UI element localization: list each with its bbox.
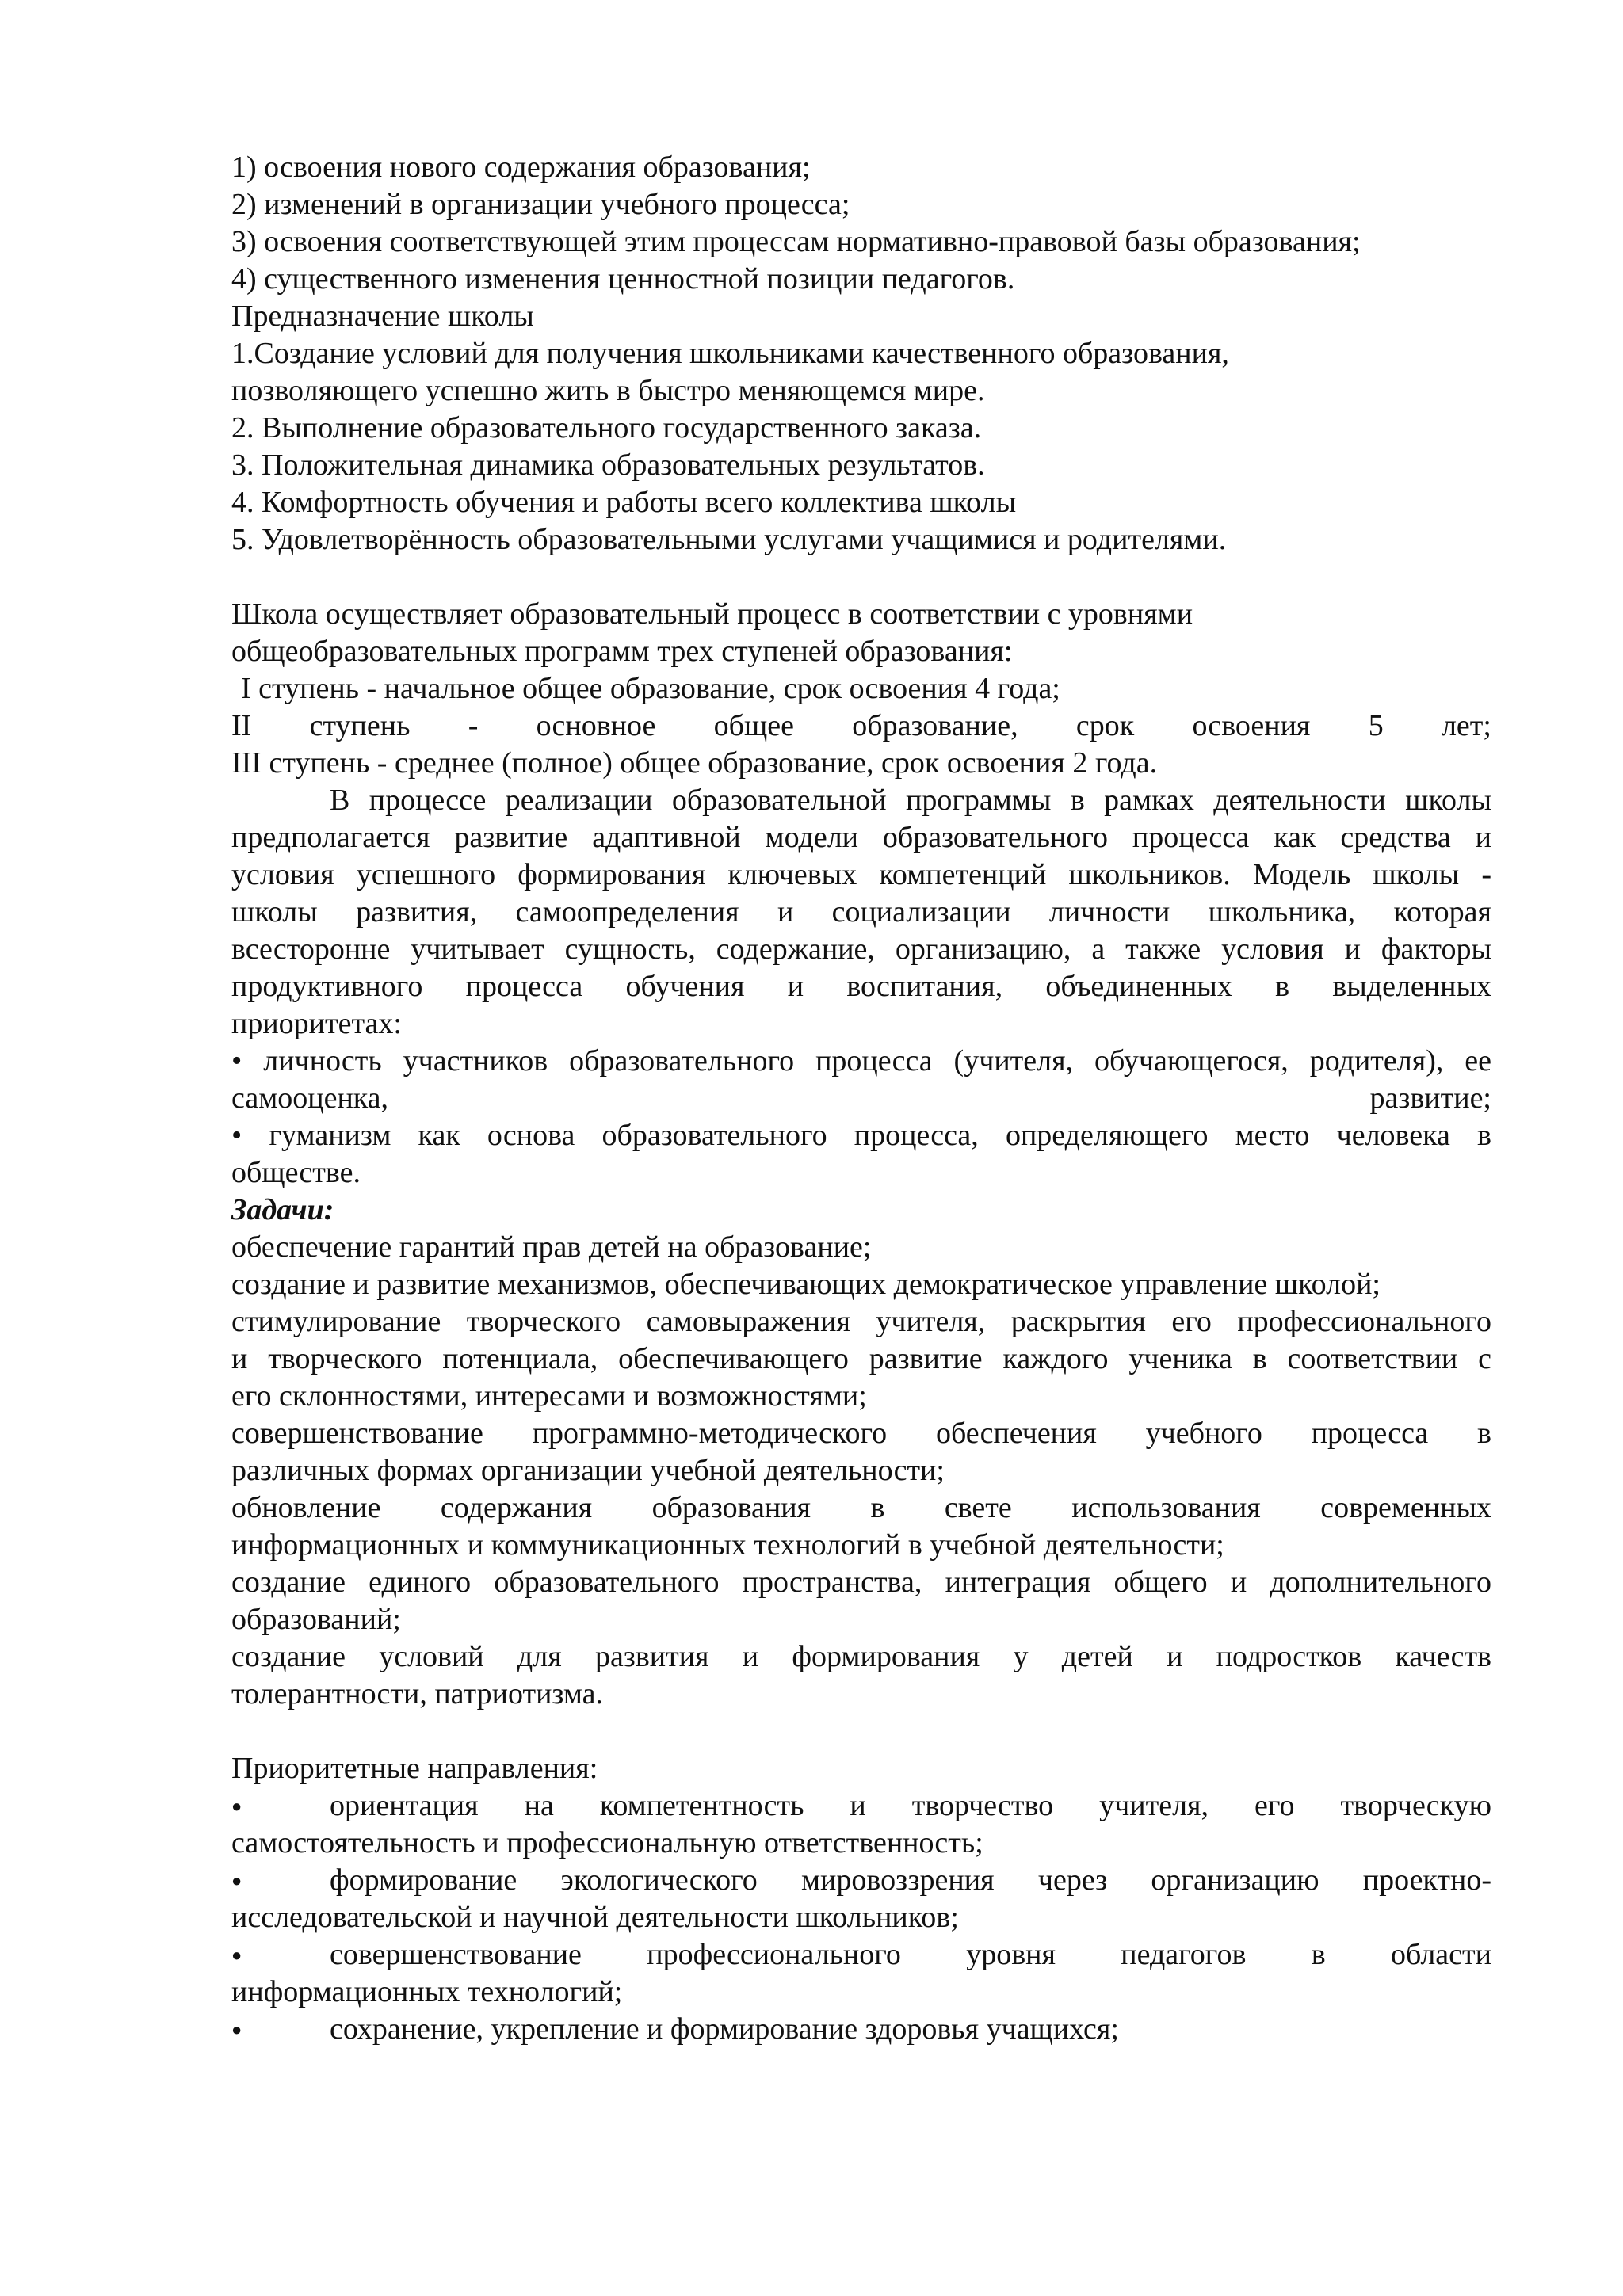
priority-item xyxy=(231,2011,1491,2048)
model-paragraph xyxy=(231,782,1491,1192)
task-line: толерантности, патриотизма. xyxy=(231,1677,604,1711)
stage-line: I ступень - начальное общее образование, срок освоения 4 года; xyxy=(241,672,1060,705)
task-item xyxy=(231,1303,1491,1415)
text-line: позволяющего успешно жить в быстро меняющемся мире. xyxy=(231,374,985,407)
task-item xyxy=(231,1229,1491,1266)
task-line: обновление содержания образования в свете использования современных xyxy=(231,1491,1491,1524)
tasks-section xyxy=(231,1192,1491,1713)
task-item xyxy=(231,1489,1491,1564)
priority-first-line xyxy=(231,2011,1491,2048)
priority-item xyxy=(231,1936,1491,2011)
task-line: образований; xyxy=(231,1603,401,1636)
task-line: и творческого потенциала, обеспечивающего развитие каждого ученика в соответствии с xyxy=(231,1342,1491,1375)
stage-line xyxy=(231,707,1491,745)
document-body xyxy=(231,149,1491,2048)
priority-text: ориентация на компетентность и творчество учителя, его творческую xyxy=(330,1789,1491,1822)
priority-item xyxy=(231,1787,1491,1862)
bullet-icon: ● xyxy=(231,2019,242,2039)
stage-line: III ступень - среднее (полное) общее образование, срок освоения 2 года. xyxy=(231,746,1158,780)
text-line: условия успешного формирования ключевых компетенций школьников. Модель школы - xyxy=(231,858,1491,891)
text-fragment: общее xyxy=(713,709,794,742)
tasks-heading: Задачи: xyxy=(231,1193,334,1226)
text-line: всесторонне учитывает сущность, содержание, организацию, а также условия и факторы xyxy=(231,933,1491,966)
text-line: приоритетах: xyxy=(231,1007,402,1040)
text-line: 4) существенного изменения ценностной позиции педагогов. xyxy=(231,262,1015,296)
task-line: различных формах организации учебной деятельности; xyxy=(231,1454,945,1487)
task-line: создание и развитие механизмов, обеспечивающих демократическое управление школой; xyxy=(231,1268,1381,1301)
priority-first-line xyxy=(231,1936,1491,1974)
priorities-list xyxy=(231,1787,1491,2048)
bullet-line: • гуманизм как основа образовательного процесса, определяющего место человека в xyxy=(231,1119,1491,1152)
task-line: стимулирование творческого самовыражения учителя, раскрытия его профессионального xyxy=(231,1305,1491,1338)
text-line: обществе. xyxy=(231,1156,361,1189)
paragraph-gap xyxy=(231,1713,1491,1750)
text-fragment: самооценка, xyxy=(231,1081,389,1115)
text-line: 3. Положительная динамика образовательных результатов. xyxy=(231,448,985,482)
task-line: информационных и коммуникационных технологий в учебной деятельности; xyxy=(231,1528,1224,1562)
task-line: совершенствование программно-методического обеспечения учебного процесса в xyxy=(231,1417,1491,1450)
text-line: 1) освоения нового содержания образования; xyxy=(231,151,811,184)
bullet-icon: ● xyxy=(231,1945,242,1965)
task-item xyxy=(231,1564,1491,1638)
intro-block xyxy=(231,149,1491,559)
text-line: школы развития, самоопределения и социализации личности школьника, которая xyxy=(231,895,1491,929)
bullet-line: • личность участников образовательного процесса (учителя, обучающегося, родителя), ее xyxy=(231,1044,1491,1077)
text-line: 4. Комфортность обучения и работы всего коллектива школы xyxy=(231,486,1017,519)
task-item xyxy=(231,1266,1491,1303)
text-line: 2. Выполнение образовательного государственного заказа. xyxy=(231,411,982,444)
bullet-icon: ● xyxy=(231,1871,242,1890)
priority-first-line xyxy=(231,1787,1491,1825)
task-line: создание единого образовательного пространства, интеграция общего и дополнительного xyxy=(231,1566,1491,1599)
paragraph-gap xyxy=(231,559,1491,596)
text-line: В процессе реализации образовательной программы в рамках деятельности школы xyxy=(330,784,1491,817)
text-fragment: развитие; xyxy=(1369,1081,1491,1115)
text-fragment: ступень xyxy=(309,709,411,742)
text-line: Школа осуществляет образовательный процесс в соответствии с уровнями xyxy=(231,597,1193,631)
priorities-section xyxy=(231,1750,1491,2048)
priority-text: совершенствование профессионального уровня педагогов в области xyxy=(330,1938,1491,1971)
education-levels xyxy=(231,596,1491,782)
text-fragment: основное xyxy=(536,709,656,742)
task-item xyxy=(231,1415,1491,1489)
task-item xyxy=(231,1638,1491,1713)
task-line: его склонностями, интересами и возможностями; xyxy=(231,1379,867,1413)
section-title: Предназначение школы xyxy=(231,299,534,333)
priority-continuation: самостоятельность и профессиональную ответственность; xyxy=(231,1826,983,1859)
text-fragment: II xyxy=(231,709,252,742)
text-fragment: - xyxy=(468,709,479,742)
priority-continuation: информационных технологий; xyxy=(231,1975,623,2008)
text-line: 3) освоения соответствующей этим процессам нормативно-правовой базы образования; xyxy=(231,225,1361,258)
text-line: 5. Удовлетворённость образовательными услугами учащимися и родителями. xyxy=(231,523,1227,556)
tasks-list xyxy=(231,1229,1491,1713)
text-fragment: 5 xyxy=(1368,709,1384,742)
text-line: предполагается развитие адаптивной модели образовательного процесса как средства и xyxy=(231,821,1491,854)
priority-first-line xyxy=(231,1862,1491,1899)
bullet-line xyxy=(231,1080,1491,1117)
priority-text: формирование экологического мировоззрения через организацию проектно- xyxy=(330,1863,1491,1897)
text-line: 1.Создание условий для получения школьниками качественного образования, xyxy=(231,337,1229,370)
task-line: создание условий для развития и формирования у детей и подростков качеств xyxy=(231,1640,1491,1673)
text-fragment: лет; xyxy=(1441,709,1491,742)
text-line: общеобразовательных программ трех ступеней образования: xyxy=(231,635,1013,668)
text-line: продуктивного процесса обучения и воспитания, объединенных в выделенных xyxy=(231,970,1491,1003)
text-fragment: освоения xyxy=(1192,709,1311,742)
bullet-icon: ● xyxy=(231,1796,242,1816)
text-line: 2) изменений в организации учебного процесса; xyxy=(231,188,850,221)
task-line: обеспечение гарантий прав детей на образование; xyxy=(231,1230,872,1264)
priorities-heading: Приоритетные направления: xyxy=(231,1752,598,1785)
priority-text: сохранение, укрепление и формирование здоровья учащихся; xyxy=(330,2012,1119,2046)
priority-continuation: исследовательской и научной деятельности школьников; xyxy=(231,1901,959,1934)
text-fragment: образование, xyxy=(852,709,1018,742)
priority-item xyxy=(231,1862,1491,1936)
text-fragment: срок xyxy=(1075,709,1135,742)
